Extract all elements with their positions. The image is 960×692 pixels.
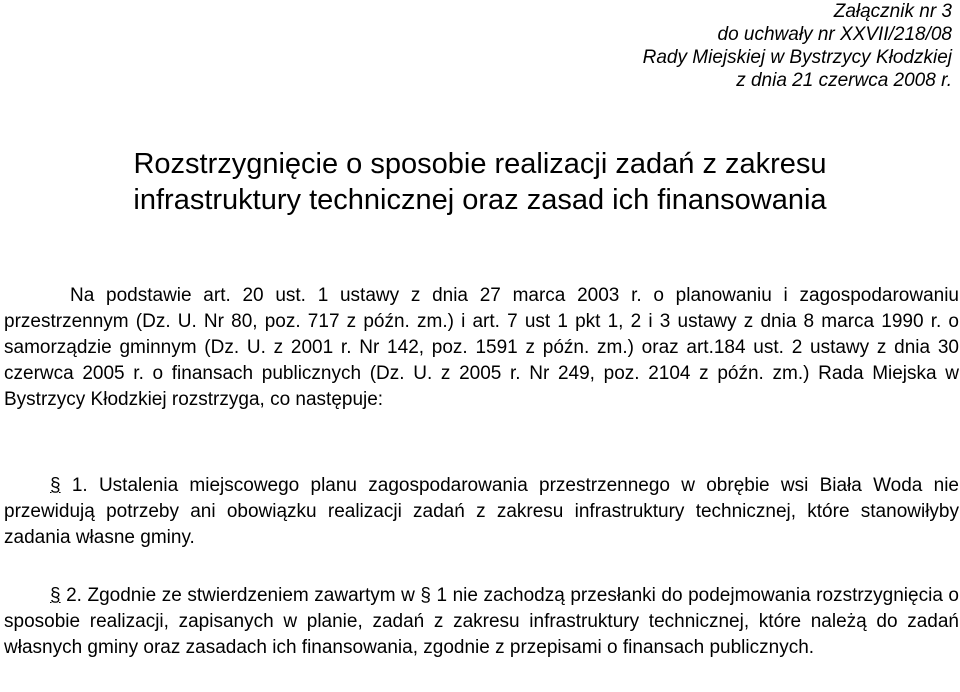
document-title bbox=[0, 146, 960, 218]
attachment-header bbox=[643, 0, 952, 92]
header-line-3: Rady Miejskiej w Bystrzycy Kłodzkiej bbox=[642, 47, 952, 68]
legal-basis-paragraph: Na podstawie art. 20 ust. 1 ustawy z dnia 27 marca 2003 r. o planowaniu i zagospodarowaniu przestrzennym (Dz. U. Nr 80, poz. 717 z późn. zm.) i art. 7 ust 1 pkt 1, 2 i 3 ustawy z dnia 8 marca 1990 r. o samorządzie gminnym (Dz. U. z 2001 r. Nr 142, poz. 1591 z późn. zm.) oraz art.184 ust. 2 ustawy z dnia 30 czerwca 2005 r. o finansach publicznych (Dz. U. z 2005 r. Nr 249, poz. 2104 z późn. zm.) Rada Miejska w Bystrzycy Kłodzkiej rozstrzyga, co następuje: bbox=[4, 285, 959, 410]
section-1-text: 1. Ustalenia miejscowego planu zagospodarowania przestrzennego w obrębie wsi Biała Woda nie przewidują potrzeby ani obowiązku realizacji zadań z zakresu infrastruktury technicznej, które stanowiłyby zadania własne gminy. bbox=[4, 475, 959, 548]
section-1-paragraph bbox=[4, 473, 959, 551]
section-2-text: 2. Zgodnie ze stwierdzeniem zawartym w § 1 nie zachodzą przesłanki do podejmowania rozstrzygnięcia o sposobie realizacji, zapisanych w planie, zadań z zakresu infrastruktury technicznej, które należą do zadań własnych gminy oraz zasadach ich finansowania, zgodnie z przepisami o finansach publicznych. bbox=[4, 585, 959, 658]
section-2-paragraph bbox=[4, 583, 959, 661]
section-symbol: § bbox=[50, 475, 61, 496]
header-line-4: z dnia 21 czerwca 2008 r. bbox=[736, 70, 952, 91]
title-line-1: Rozstrzygnięcie o sposobie realizacji zadań z zakresu bbox=[133, 148, 827, 180]
title-line-2: infrastruktury technicznej oraz zasad ich finansowania bbox=[133, 184, 827, 216]
section-symbol: § bbox=[50, 585, 61, 606]
header-line-2: do uchwały nr XXVII/218/08 bbox=[717, 24, 952, 45]
header-line-1: Załącznik nr 3 bbox=[833, 1, 952, 22]
